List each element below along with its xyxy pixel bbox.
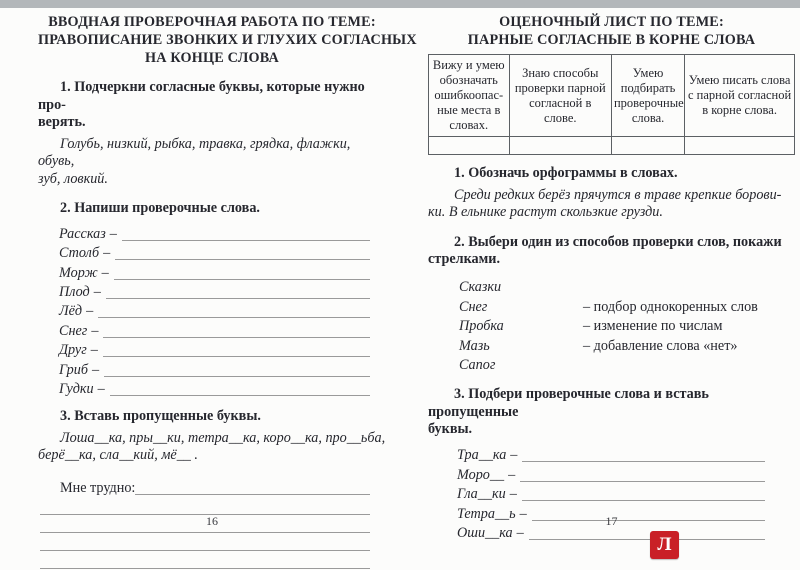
match-row <box>428 335 795 355</box>
word-label: Тра__ка <box>457 447 507 464</box>
task1-sentences <box>428 187 795 222</box>
title-line: ПРАВОПИСАНИЕ ЗВОНКИХ И ГЛУХИХ СОГЛАСНЫХ <box>38 32 417 48</box>
title-line: ВВОДНАЯ ПРОВЕРОЧНАЯ РАБОТА ПО ТЕМЕ: <box>48 14 376 30</box>
fill-row <box>38 262 386 281</box>
word-label: Пробка <box>459 318 504 335</box>
write-in-line <box>122 239 370 241</box>
write-in-line <box>104 375 370 377</box>
task3-words <box>38 430 386 465</box>
table-header-cell: Вижу и умею обозначать ошибкоопас- ные места в словах. <box>429 55 510 137</box>
method-label: – изменение по числам <box>583 318 723 335</box>
ruled-line <box>40 497 370 515</box>
dash: – <box>90 342 98 359</box>
table-header-row <box>429 55 795 137</box>
method-label: – подбор однокоренных слов <box>583 298 758 315</box>
word-label: Сапог <box>459 357 496 374</box>
method-label: – добавление слова «нет» <box>583 337 738 354</box>
title-line: ПАРНЫЕ СОГЛАСНЫЕ В КОРНЕ СЛОВА <box>467 32 756 48</box>
notes-label: Мне трудно: <box>60 479 136 496</box>
dash: – <box>508 466 516 483</box>
right-page-title <box>428 13 795 49</box>
score-cell <box>509 137 611 155</box>
dash: – <box>519 505 527 522</box>
match-row <box>428 277 795 297</box>
dash: – <box>509 486 517 503</box>
notes-row <box>38 477 386 497</box>
text-line: Голубь, низкий, рыбка, травка, грядка, флажки, обувь, <box>38 135 351 169</box>
text-line: ки. В ельнике растут скользкие грузди. <box>428 204 663 220</box>
task3-heading <box>428 386 795 439</box>
table-header-cell: Знаю способы проверки парной согласной в слове. <box>509 55 611 137</box>
dash: – <box>516 524 524 541</box>
word-label: Столб <box>59 245 100 262</box>
dash: – <box>86 303 94 320</box>
dash: – <box>91 322 99 339</box>
fill-row <box>428 484 795 503</box>
heading-line: стрелками. <box>428 251 501 267</box>
logo-letter: Л <box>657 534 672 555</box>
right-page <box>428 13 795 542</box>
dash: – <box>510 447 518 464</box>
fill-row <box>38 224 386 243</box>
word-label: Мазь <box>459 337 490 354</box>
fill-row <box>38 243 386 262</box>
score-cell <box>611 137 684 155</box>
write-in-line <box>135 493 370 495</box>
write-in-line <box>522 460 765 462</box>
fill-row <box>38 282 386 301</box>
left-page-title <box>38 13 417 67</box>
task1-heading <box>38 79 386 132</box>
write-in-line <box>103 355 370 357</box>
word-label: Лёд <box>59 303 83 320</box>
word-label: Сказки <box>459 279 502 296</box>
dash: – <box>101 264 109 281</box>
match-row <box>428 296 795 316</box>
text-line: зуб, ловкий. <box>38 170 108 187</box>
word-label: Гла__ки <box>457 486 506 503</box>
word-label: Оши__ка <box>457 524 513 541</box>
task3-heading: 3. Вставь пропущенные буквы. <box>60 408 261 425</box>
word-label: Гудки <box>59 381 94 398</box>
write-in-line <box>114 278 370 280</box>
heading-line: буквы. <box>428 421 473 438</box>
word-label: Гриб <box>59 361 88 378</box>
dash: – <box>97 381 105 398</box>
page-number-left: 16 <box>206 514 218 528</box>
match-row <box>428 355 795 375</box>
fill-row <box>38 301 386 320</box>
title-line: ОЦЕНОЧНЫЙ ЛИСТ ПО ТЕМЕ: <box>499 14 724 30</box>
word-label: Снег <box>459 298 488 315</box>
fill-row <box>38 379 386 398</box>
text-line: Среди редких берёз прячутся в траве крепкие борови- <box>454 186 782 203</box>
word-label: Снег <box>59 322 88 339</box>
text-line: Лоша__ка, пры__ки, тетра__ка, коро__ка, про__ьба, <box>60 429 386 446</box>
heading-line: верять. <box>38 114 86 130</box>
word-label: Моро__ <box>457 466 505 483</box>
task1-heading: 1. Обозначь орфограммы в словах. <box>454 165 678 181</box>
dash: – <box>109 225 117 242</box>
write-in-line <box>98 316 370 318</box>
dash: – <box>103 245 111 262</box>
fill-row <box>38 320 386 339</box>
self-assessment-table <box>428 54 795 155</box>
match-row <box>428 316 795 336</box>
word-label: Друг <box>59 342 87 359</box>
table-score-row <box>429 137 795 155</box>
score-cell <box>429 137 510 155</box>
task1-words <box>38 136 386 189</box>
write-in-line <box>115 258 370 260</box>
heading-line: 3. Подбери проверочные слова и вставь пропущенные <box>428 386 709 420</box>
fill-row <box>38 359 386 378</box>
write-in-line <box>520 480 765 482</box>
word-label: Плод <box>59 284 90 301</box>
task2-matching <box>428 277 795 375</box>
fill-row <box>428 464 795 483</box>
write-in-line <box>103 336 370 338</box>
task2-fill-list <box>38 224 386 399</box>
task2-heading <box>428 234 795 269</box>
fill-row <box>38 340 386 359</box>
heading-line: 2. Выбери один из способов проверки слов, покажи <box>454 233 782 250</box>
heading-line: 1. Подчеркни согласные буквы, которые нужно про- <box>38 79 365 113</box>
dash: – <box>92 361 100 378</box>
write-in-line <box>522 499 765 501</box>
write-in-line <box>106 297 370 299</box>
ruled-line <box>40 551 370 569</box>
table-header-cell: Умею подбирать проверочные слова. <box>611 55 684 137</box>
page-number-right: 17 <box>605 514 618 528</box>
table-header-cell: Умею писать слова с парной согласной в корне слова. <box>685 55 795 137</box>
word-label: Рассказ <box>59 225 106 242</box>
title-line: НА КОНЦЕ СЛОВА <box>145 50 279 66</box>
dash: – <box>93 284 101 301</box>
word-label: Морж <box>59 264 98 281</box>
fill-row <box>428 445 795 464</box>
left-page <box>38 13 417 569</box>
write-in-line <box>110 394 370 396</box>
ruled-line <box>40 533 370 551</box>
text-line: берё__ка, сла__кий, мё__ . <box>38 447 198 464</box>
labirint-logo <box>650 531 679 559</box>
scan-edge <box>0 0 800 8</box>
write-in-line <box>529 538 765 540</box>
task2-heading: 2. Напиши проверочные слова. <box>60 200 260 216</box>
word-label: Тетра__ь <box>457 505 516 522</box>
score-cell <box>685 137 795 155</box>
